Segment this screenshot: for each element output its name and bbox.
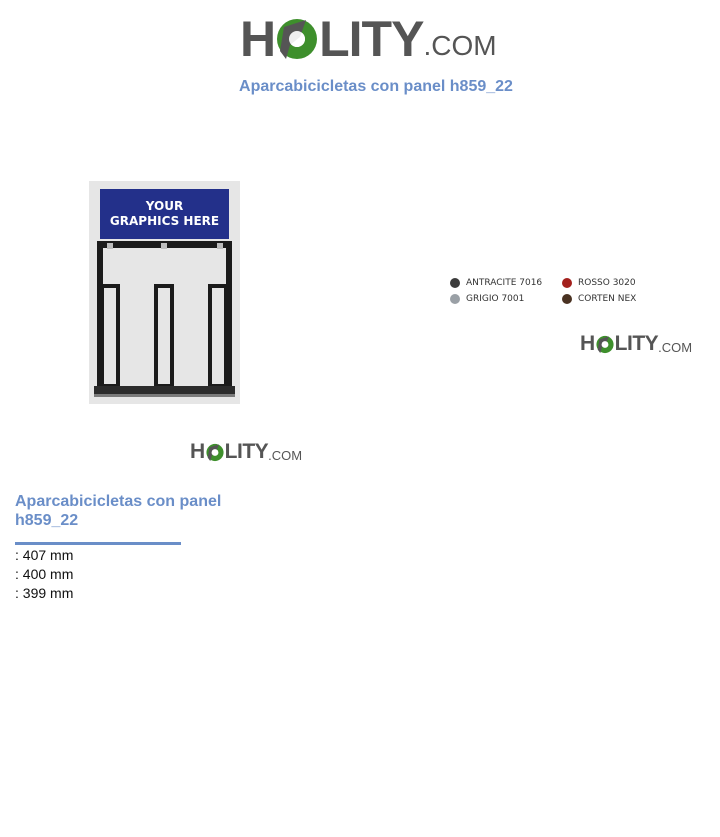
logo-suffix: .COM: [268, 447, 303, 463]
legend-item: [562, 294, 636, 304]
dimension-row: : 407 mm: [15, 547, 74, 563]
logo-letters-lity: LITY: [614, 332, 659, 355]
title-divider: [15, 542, 181, 545]
logo-mark-icon: [206, 442, 224, 463]
logo-mark-icon: [276, 15, 318, 63]
color-swatch: [450, 294, 460, 304]
color-swatch: [562, 294, 572, 304]
site-logo[interactable]: [240, 12, 497, 66]
logo-letter-h: H: [240, 11, 276, 67]
dimension-row: : 399 mm: [15, 585, 74, 601]
dimensions-list: [15, 546, 73, 603]
logo-suffix: .COM: [423, 30, 497, 61]
logo-suffix: .COM: [658, 339, 693, 355]
color-swatch: [450, 278, 460, 288]
logo-letters-lity: LITY: [319, 11, 424, 67]
legend-item: [562, 278, 636, 288]
logo-mark-icon: [596, 334, 614, 355]
product-image: [89, 181, 240, 404]
legend-label: ROSSO 3020: [578, 278, 636, 288]
panel-text: YOUR GRAPHICS HERE: [109, 199, 220, 228]
logo-letter-h: H: [580, 332, 595, 355]
logo-letters-lity: LITY: [224, 440, 269, 463]
bike-rack-frame: [89, 181, 240, 404]
product-title: Aparcabicicletas con panel h859_22: [15, 493, 222, 529]
legend-logo: [580, 332, 692, 356]
color-swatch: [562, 278, 572, 288]
color-legend: [450, 278, 650, 310]
legend-item: [450, 294, 524, 304]
legend-label: ANTRACITE 7016: [466, 278, 543, 288]
legend-label: CORTEN NEX: [578, 294, 637, 304]
legend-item: [450, 278, 542, 288]
dimension-row: : 400 mm: [15, 566, 74, 582]
page-title: Aparcabicicletas con panel h859_22: [239, 78, 513, 95]
legend-label: GRIGIO 7001: [466, 294, 525, 304]
logo-letter-h: H: [190, 440, 205, 463]
product-logo: [190, 440, 302, 464]
